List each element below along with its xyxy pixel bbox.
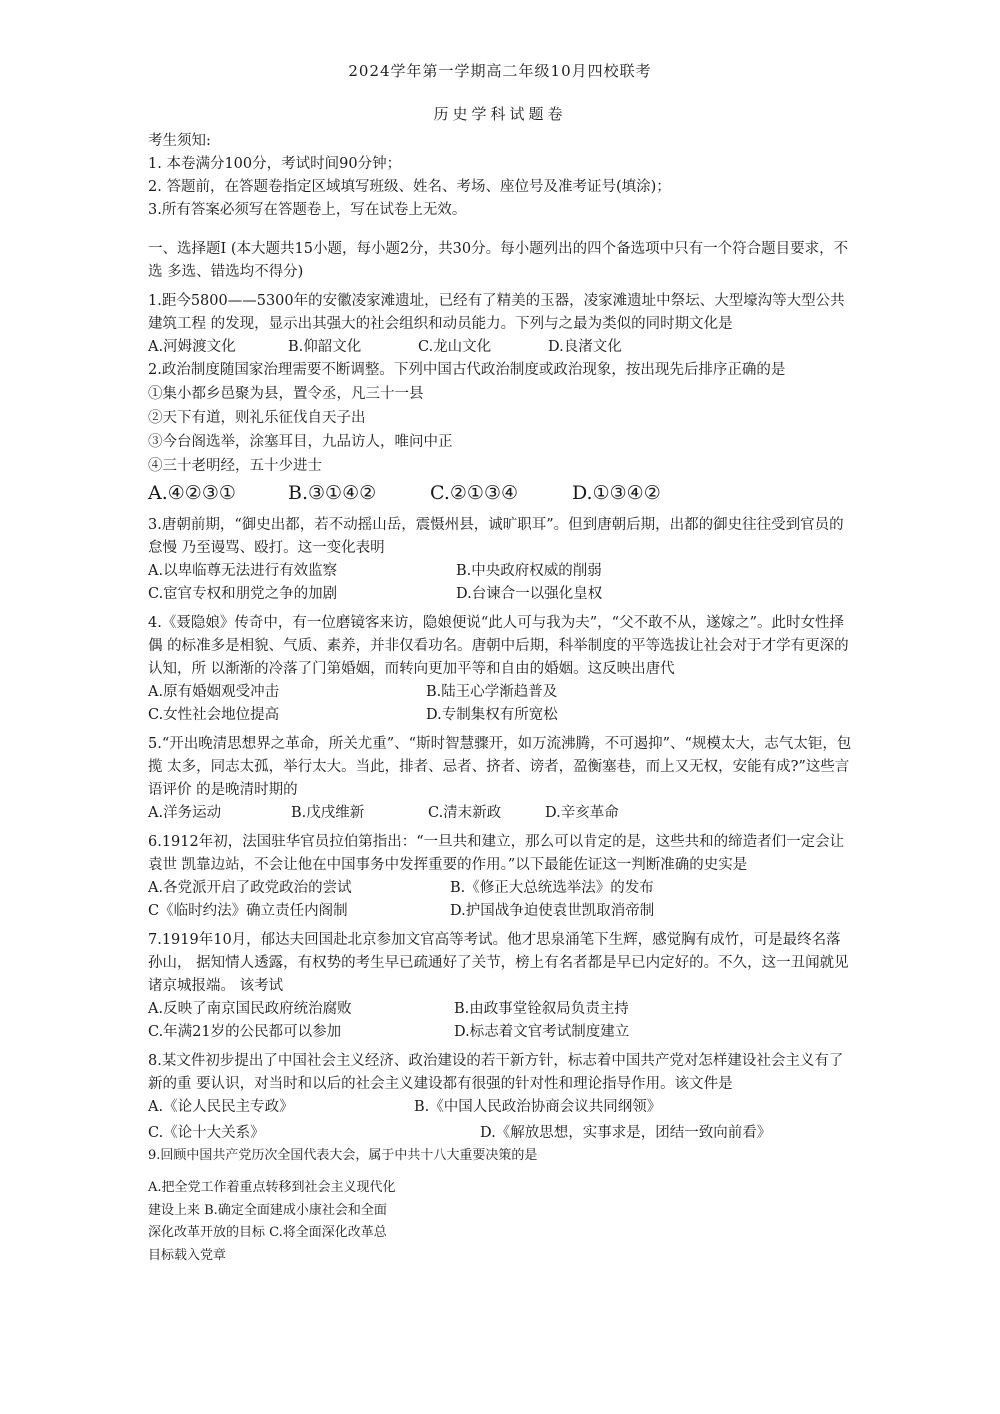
question-5 [148,733,854,825]
question-stem: 2.政治制度随国家治理需要不断调整。下列中国古代政治制度或政治现象，按出现先后排序正确的是 [148,362,786,378]
question-2 [148,359,854,508]
option-d: D.专制集权有所宽松 [426,707,558,723]
option-b: B.中央政府权威的削弱 [456,563,602,579]
question-stem: 4.《聂隐娘》传奇中，有一位磨镜客来访，隐娘便说“此人可与我为夫”，“父不敢不从，遂嫁之”。此时女性择偶 的标准多是相貌、气质、素养，并非仅看功名。唐朝中后期，科举制度的平等选拔让社会对于才学有更深的认知，所 以渐渐的冷落了门第婚姻，而转向更加平等和自由的婚姻。这反映出唐代 [148,615,849,677]
statement-item: ②天下有道，则礼乐征伐自天子出 [148,410,366,426]
question-8 [148,1050,854,1145]
option-row [148,560,854,583]
statement-item: ①集小都乡邑聚为县，置令丞，凡三十一县 [148,386,424,402]
option-a: A.反映了南京国民政府统治腐败 [148,1001,352,1017]
option-a: A.各党派开启了政党政治的尝试 [148,880,352,896]
option-row [148,900,854,923]
option-row [148,802,854,825]
option-d: D.良渚文化 [548,339,622,355]
option-c: C.宦官专权和朋党之争的加剧 [148,586,338,602]
option-b: B.由政事堂铨叙局负责主持 [454,1001,629,1017]
question-stem: 8.某文件初步提出了中国社会主义经济、政治建设的若干新方针，标志着中国共产党对怎样建设社会主义有了新的重 要认识，对当时和以后的社会主义建设都有很强的针对性和理论指导作用。该文件是 [148,1053,844,1092]
notice-item: 2. 答题前，在答题卷指定区域填写班级、姓名、考场、座位号及准考证号(填涂)； [148,179,671,195]
option-row [148,336,854,359]
option-b: B.戊戌维新 [291,805,365,821]
option-b: B.③①④② [288,482,377,504]
option-c: C.②①③④ [430,482,519,504]
option-row [148,877,854,900]
question-stem: 5.“开出晚清思想界之革命，所关尤重”、“斯时智慧骤开，如万流沸腾，不可遏抑”、“规模太大，志气太钜，包揽 太多，同志太孤，举行太大。当此，排者、忌者、挤者、谤者，盈衡塞巷，而上又无权，安能有成?”这些言语评价 的是晚清时期的 [148,736,852,798]
statement-item: ③今台阁选举，涂塞耳目，九品访人，唯问中正 [148,434,453,450]
option-d: D.台谏合一以强化皇权 [456,586,603,602]
option-a: A.④②③① [148,482,236,504]
option-d: D.护国战争迫使袁世凯取消帝制 [450,903,655,919]
option-row [148,583,854,606]
section-heading: 一、选择题I (本大题共15小题，每小题2分，共30分。每小题列出的四个备选项中只有一个符合题目要求，不选 多选、错选均不得分) [148,241,849,280]
option-c: C.年满21岁的公民都可以参加 [148,1024,342,1040]
option-d: D.《解放思想，实事求是，团结一致向前看》 [480,1125,772,1141]
notice-item: 1. 本卷满分100分，考试时间90分钟； [148,156,402,172]
option-row [148,1096,854,1119]
notice-heading: 考生须知: [148,133,211,149]
question-stem: 3.唐朝前期，“御史出都，若不动摇山岳，震慑州县，诚旷职耳”。但到唐朝后期，出都的御史往往受到官员的怠慢 乃至谩骂、殴打。这一变化表明 [148,517,844,556]
option-d: D.①③④② [572,482,661,504]
option-b: B.仰韶文化 [288,339,362,355]
option-c: C《临时约法》确立责任内阁制 [148,903,348,919]
option-d: D.标志着文官考试制度建立 [454,1024,630,1040]
question-options-text: A.把全党工作着重点转移到社会主义现代化建设上来 B.确定全面建成小康社会和全面深化改革开放的目标 C.将全面深化改革总目标载入党章 [148,1180,396,1263]
question-4 [148,612,854,727]
option-d: D.辛亥革命 [545,805,619,821]
option-a: A.河姆渡文化 [148,339,236,355]
option-c: C.《论十大关系》 [148,1125,265,1141]
option-a: A.洋务运动 [148,805,222,821]
question-stem: 7.1919年10月，郁达夫回国赴北京参加文官高等考试。他才思泉涌笔下生辉，感觉胸有成竹，可是最终名落孙山， 据知情人透露，有权势的考生早已疏通好了关节，榜上有名者都是早已内定好的。不久，这一丑闻就见诸京城报端。 该考试 [148,932,849,994]
option-c: C.龙山文化 [418,339,492,355]
question-6 [148,831,854,923]
exam-subtitle: 历史学科试题卷 [433,105,567,123]
option-a: A.《论人民民主专政》 [148,1099,294,1115]
option-b: B.陆王心学渐趋普及 [426,684,558,700]
option-c: C.女性社会地位提高 [148,707,280,723]
question-7 [148,929,854,1044]
question-stem: 6.1912年初，法国驻华官员拉伯第指出：“一旦共和建立，那么可以肯定的是，这些共和的缔造者们一定会让袁世 凯靠边站，不会让他在中国事务中发挥重要的作用。”以下最能佐证这一判断准确的史实是 [148,834,845,873]
option-row [148,998,854,1021]
option-a: A.以卑临尊无法进行有效监察 [148,563,338,579]
statement-item: ④三十老明经，五十少进士 [148,458,322,474]
option-a: A.原有婚姻观受冲击 [148,684,280,700]
option-row [148,704,854,727]
option-c: C.清末新政 [428,805,502,821]
question-stem: 1.距今5800——5300年的安徽凌家滩遗址，已经有了精美的玉器，凌家滩遗址中祭坛、大型壕沟等大型公共建筑工程 的发现，显示出其强大的社会组织和动员能力。下列与之最为类似的同时期文化是 [148,293,845,332]
notice-block [148,130,854,222]
question-stem: 9.回顾中国共产党历次全国代表大会，属于中共十八大重要决策的是 [148,1148,538,1163]
option-row [148,681,854,704]
question-9 [148,1145,854,1267]
exam-body [148,130,854,1267]
exam-title: 2024学年第一学期高二年级10月四校联考 [348,62,652,80]
question-3 [148,514,854,606]
option-b: B.《中国人民政治协商会议共同纲领》 [414,1099,662,1115]
option-b: B.《修正大总统选举法》的发布 [450,880,654,896]
question-1 [148,290,854,359]
option-row [148,478,854,508]
notice-item: 3.所有答案必须写在答题卷上，写在试卷上无效。 [148,202,467,218]
option-row [148,1122,854,1145]
option-row [148,1021,854,1044]
